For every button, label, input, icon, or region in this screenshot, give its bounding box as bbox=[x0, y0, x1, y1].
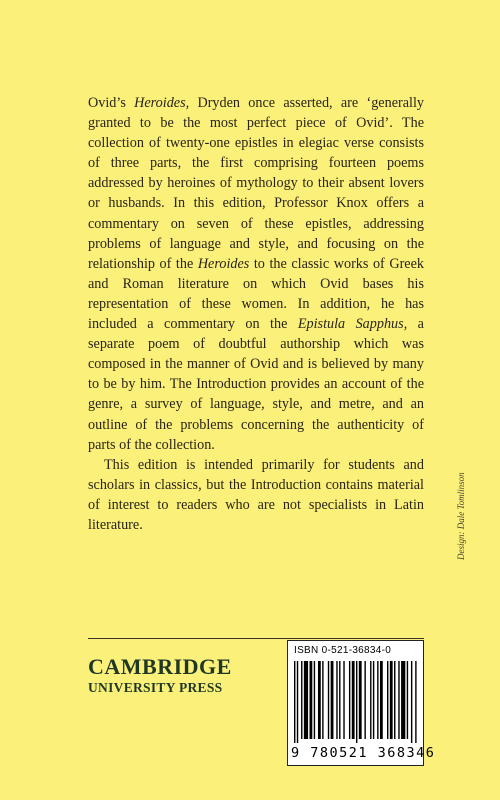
barcode-bar bbox=[394, 661, 395, 739]
barcode-bar bbox=[359, 661, 362, 739]
barcode-bar bbox=[387, 661, 388, 739]
barcode-bar bbox=[310, 661, 313, 739]
barcode-bar bbox=[304, 661, 308, 739]
barcode-bar bbox=[370, 661, 371, 739]
barcode-bar bbox=[407, 661, 408, 739]
divider-rule bbox=[88, 638, 424, 639]
barcode-bar bbox=[364, 661, 365, 739]
barcode-bar bbox=[339, 661, 340, 739]
blurb-text: Ovid’s bbox=[88, 95, 135, 111]
barcode-bar bbox=[390, 661, 393, 739]
barcode-bar bbox=[377, 661, 378, 739]
barcode-bar bbox=[318, 661, 321, 739]
barcode-bar bbox=[356, 661, 357, 743]
blurb-text: , a separate poem of doubtful authorship which was composed in the manner of Ovid and is believed by many to be by him. The Introduction provides an account of the genre, a survey of language, style, and metre, and an outline of the problems concerning the authenticity of parts of the collection. bbox=[88, 316, 424, 453]
blurb-text: to the classic works of Greek and Roman literature on which Ovid bases his representation of these women. In addition, he has included a commentary on the bbox=[88, 255, 424, 333]
barcode-bar bbox=[415, 661, 416, 743]
blurb-italic-title: Heroides, bbox=[134, 95, 190, 111]
isbn-barcode-box bbox=[287, 640, 436, 766]
barcode-bar bbox=[301, 661, 302, 739]
barcode-bar bbox=[349, 661, 350, 739]
blurb-italic-title: Heroides bbox=[197, 255, 250, 272]
back-cover-blurb bbox=[88, 93, 424, 535]
barcode-bar bbox=[411, 661, 412, 743]
barcode-bar bbox=[352, 661, 355, 739]
isbn-label: ISBN 0-521-36834-0 bbox=[294, 645, 392, 656]
barcode-bar bbox=[328, 661, 329, 739]
ean-digits: 9 780521 368346 bbox=[291, 745, 436, 761]
publisher-name: CAMBRIDGE bbox=[88, 654, 232, 679]
barcode-bar bbox=[343, 661, 344, 739]
barcode-bar bbox=[336, 661, 337, 739]
barcode-bar bbox=[331, 661, 334, 739]
barcode-bar bbox=[314, 661, 315, 739]
barcode-bar bbox=[297, 661, 298, 743]
barcode-bar bbox=[398, 661, 399, 739]
publisher-subtitle: UNIVERSITY PRESS bbox=[88, 680, 223, 695]
barcode-bar bbox=[294, 661, 295, 743]
barcode-bar bbox=[373, 661, 374, 739]
blurb-paragraph-1 bbox=[88, 93, 424, 455]
barcode-bar bbox=[322, 661, 323, 739]
blurb-italic-title: Epistula Sapphus bbox=[297, 316, 404, 333]
designer-credit: Design: Dale Tomlinson bbox=[456, 472, 466, 560]
blurb-text: Dryden once asserted, are ‘generally granted to be the most perfect piece of Ovid’. The collection of twenty-one epistles in elegiac verse consists of three parts, the first comprising fourteen poems addressed by heroines of mythology to their absent lovers or husbands. In this edition, Professor Knox offers a commentary on seven of these epistles, addressing problems of language and style, and focusing on the relationship of the bbox=[88, 95, 424, 272]
barcode-bar bbox=[380, 661, 383, 739]
blurb-paragraph-2: This edition is intended primarily for students and scholars in classics, but the Introduction contains material of interest to readers who are not specialists in Latin literature. bbox=[88, 456, 424, 533]
barcode-bar bbox=[401, 661, 405, 739]
barcode-icon bbox=[294, 661, 418, 743]
